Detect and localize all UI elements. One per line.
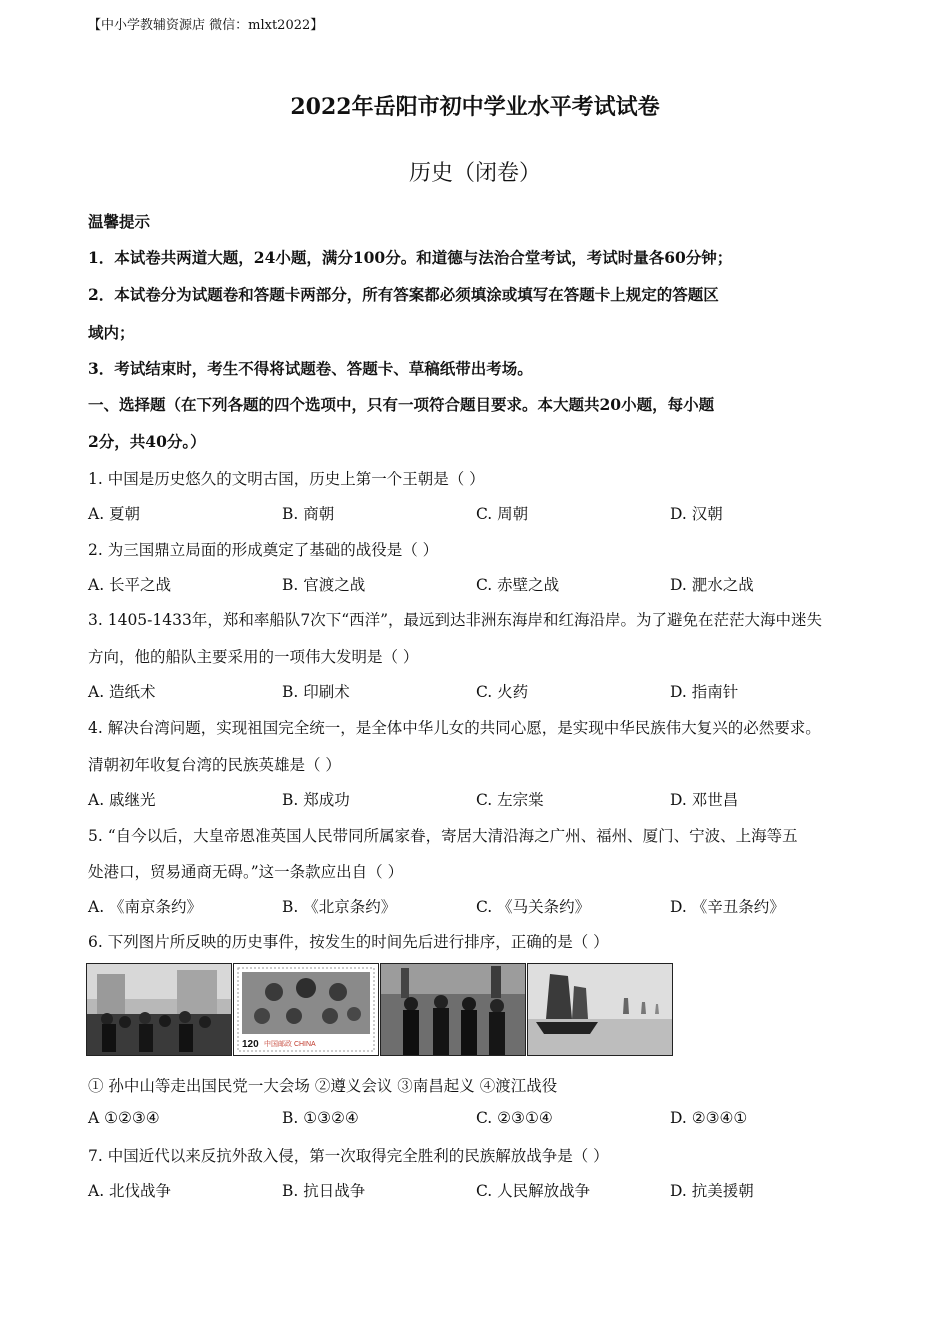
photo-yangtze-crossing (527, 963, 673, 1056)
section-heading: 一、选择题（在下列各题的四个选项中，只有一项符合题目要求。本大题共20小题，每小题 (88, 395, 715, 414)
page-subtitle: 历史（闭卷） (408, 161, 541, 186)
question-5-option-d: D. 《辛丑条约》 (670, 898, 785, 916)
question-5-stem-cont: 处港口，贸易通商无碍。”这一条款应出自（ ） (88, 863, 404, 881)
page-title: 2022年岳阳市初中学业水平考试试卷 (290, 94, 660, 120)
question-7-stem: 7. 中国近代以来反抗外敌入侵，第一次取得完全胜利的民族解放战争是（ ） (88, 1147, 609, 1165)
notice-item-2-cont: 域内； (88, 323, 135, 342)
notice-heading: 温馨提示 (88, 212, 151, 231)
stamp-value: 120 (242, 1039, 259, 1050)
question-6-option-b: B. ①③②④ (282, 1109, 359, 1127)
notice-item-2: 2．本试卷分为试题卷和答题卡两部分，所有答案都必须填涂或填写在答题卡上规定的答题区 (88, 285, 719, 304)
question-5-option-a: A. 《南京条约》 (88, 898, 203, 916)
question-1-stem: 1. 中国是历史悠久的文明古国，历史上第一个王朝是（ ） (88, 470, 485, 488)
question-7-option-a: A. 北伐战争 (88, 1182, 172, 1200)
question-2-option-d: D. 淝水之战 (670, 576, 754, 594)
question-6-stem: 6. 下列图片所反映的历史事件，按发生的时间先后进行排序，正确的是（ ） (88, 933, 609, 951)
question-7-option-d: D. 抗美援朝 (670, 1182, 754, 1200)
question-3-option-c: C. 火药 (476, 683, 529, 701)
question-2-stem: 2. 为三国鼎立局面的形成奠定了基础的战役是（ ） (88, 541, 439, 559)
question-5-option-b: B. 《北京条约》 (282, 898, 397, 916)
question-5-option-c: C. 《马关条约》 (476, 898, 591, 916)
question-4-stem: 4. 解决台湾问题，实现祖国完全统一，是全体中华儿女的共同心愿，是实现中华民族伟大复兴的必然要求。 (88, 719, 821, 737)
question-1-option-a: A. 夏朝 (88, 505, 141, 523)
question-3-option-d: D. 指南针 (670, 683, 739, 701)
question-2-option-c: C. 赤壁之战 (476, 576, 560, 594)
header-note: 【中小学教辅资源店 微信：mlxt2022】 (88, 18, 324, 33)
question-1-option-b: B. 商朝 (282, 505, 335, 523)
question-6-caption: ① 孙中山等走出国民党一大会场 ②遵义会议 ③南昌起义 ④渡江战役 (88, 1077, 558, 1095)
question-4-stem-cont: 清朝初年收复台湾的民族英雄是（ ） (88, 756, 341, 774)
question-5-stem: 5. “自今以后，大皇帝恩准英国人民带同所属家眷，寄居大清沿海之广州、福州、厦门、宁波、上海等五 (88, 827, 798, 845)
photo-sun-yatsen-congress (86, 963, 232, 1056)
question-2-option-b: B. 官渡之战 (282, 576, 366, 594)
notice-item-3: 3．考试结束时，考生不得将试题卷、答题卡、草稿纸带出考场。 (88, 359, 533, 378)
question-1-option-c: C. 周朝 (476, 505, 529, 523)
question-6-image-strip (86, 963, 676, 1056)
question-6-option-c: C. ②③①④ (476, 1109, 553, 1127)
question-4-option-c: C. 左宗棠 (476, 791, 544, 809)
photo-nanchang-uprising (380, 963, 526, 1056)
question-3-stem: 3. 1405-1433年，郑和率船队7次下“西洋”，最远到达非洲东海岸和红海沿岸。为了避免在茫茫大海中迷失 (88, 611, 823, 629)
question-7-option-c: C. 人民解放战争 (476, 1182, 591, 1200)
question-2-option-a: A. 长平之战 (88, 576, 172, 594)
stamp-zunyi-meeting (233, 963, 379, 1056)
question-3-option-a: A. 造纸术 (88, 683, 156, 701)
question-3-option-b: B. 印刷术 (282, 683, 350, 701)
question-3-stem-cont: 方向，他的船队主要采用的一项伟大发明是（ ） (88, 648, 419, 666)
question-6-option-a: A ①②③④ (88, 1109, 160, 1127)
stamp-postal-text: 中国邮政 CHINA (264, 1041, 316, 1048)
question-4-option-d: D. 邓世昌 (670, 791, 739, 809)
question-4-option-b: B. 郑成功 (282, 791, 350, 809)
section-heading-cont: 2分，共40分。） (88, 432, 206, 451)
question-1-option-d: D. 汉朝 (670, 505, 723, 523)
question-7-option-b: B. 抗日战争 (282, 1182, 366, 1200)
notice-item-1: 1．本试卷共两道大题，24小题，满分100分。和道德与法治合堂考试，考试时量各60分钟； (88, 248, 733, 267)
question-6-option-d: D. ②③④① (670, 1109, 748, 1127)
question-4-option-a: A. 戚继光 (88, 791, 156, 809)
